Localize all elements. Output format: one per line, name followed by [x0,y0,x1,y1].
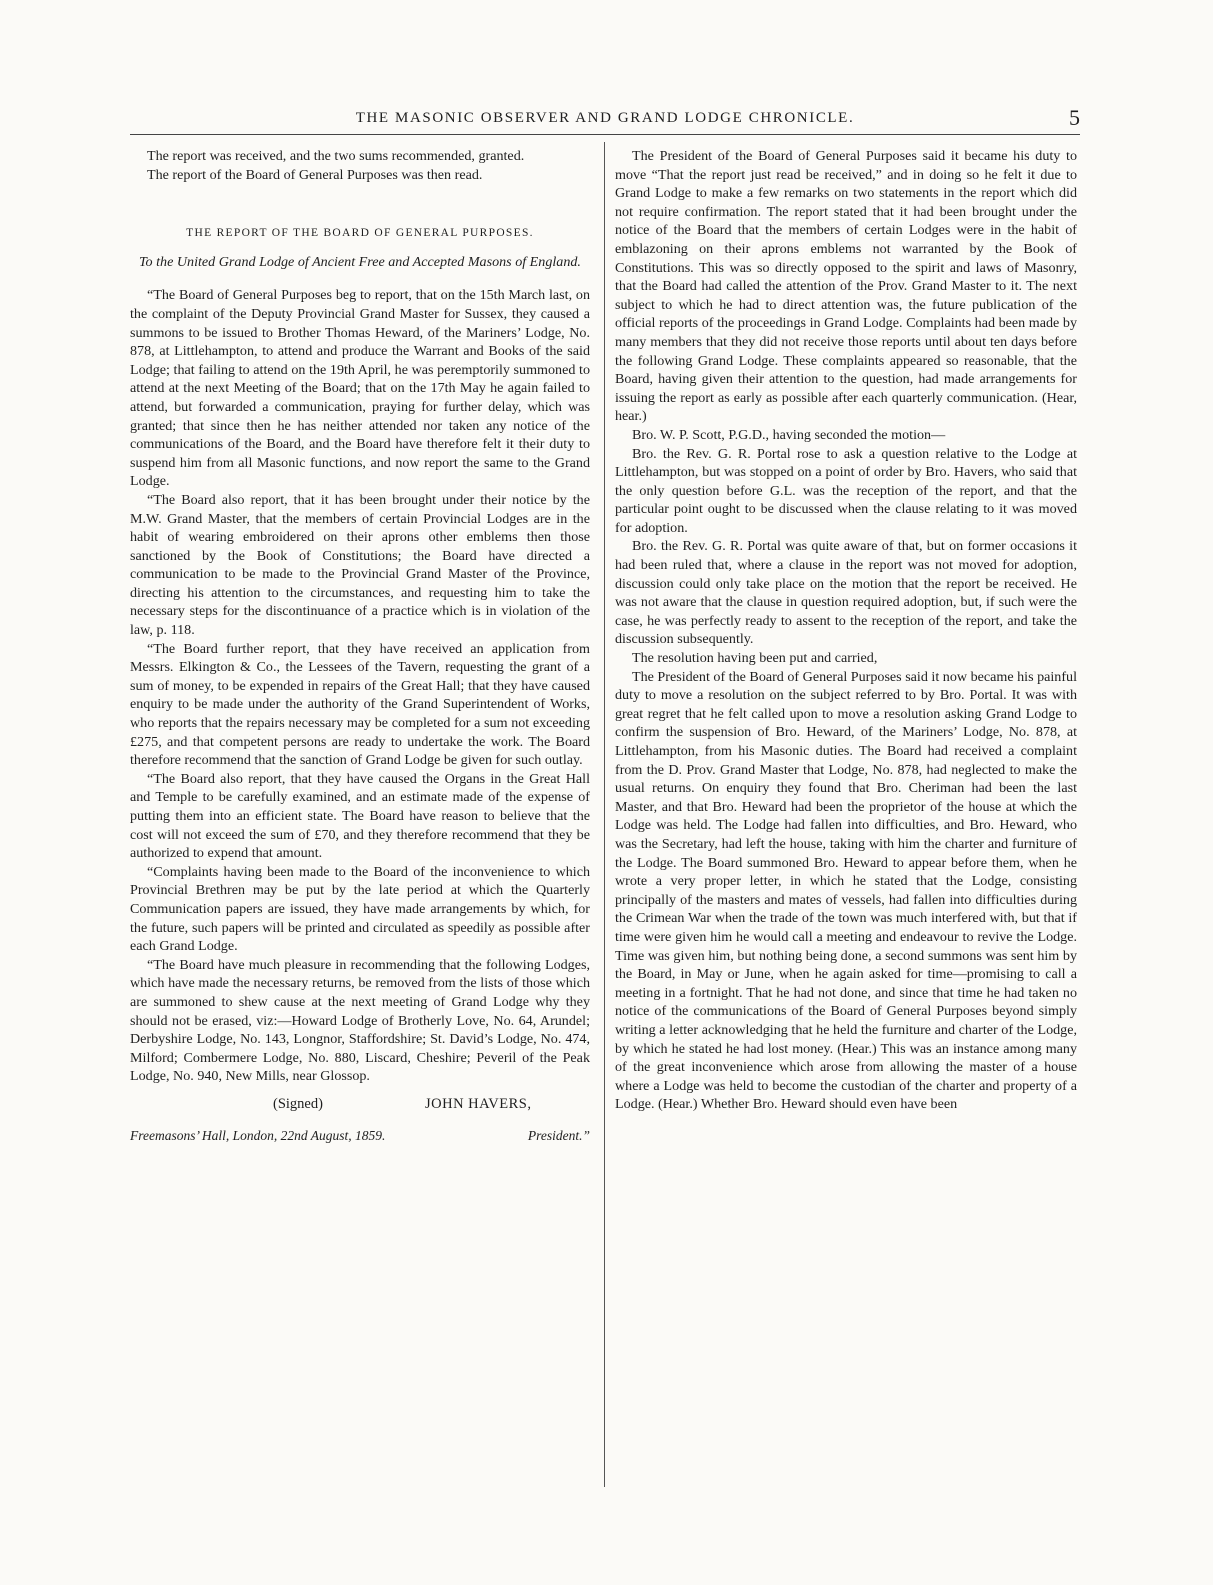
paragraph: “Complaints having been made to the Board of the inconvenience to which Provincial Brethren may be put by the late period at which the Quarterly Communication papers are issued, they have made arrangements by which, for the future, such papers will be printed and circulated as speedily as possible after each Grand Lodge. [130,863,590,955]
paragraph: Bro. the Rev. G. R. Portal rose to ask a question relative to the Lodge at Littlehampton, but was stopped on a point of order by Bro. Havers, who said that the only question before G.L. was the reception of the report, and that the particular point ought to be discussed when the clause relating to it was moved for adoption. [615,445,1077,536]
paragraph: “The Board of General Purposes beg to report, that on the 15th March last, on the complaint of the Deputy Provincial Grand Master for Sussex, they caused a summons to be issued to Brother Thomas Heward, of the Mariners’ Lodge, No. 878, at Littlehampton, to attend and produce the Warrant and Books of the said Lodge; that failing to attend on the 19th April, he was peremptorily summoned to attend at the next Meeting of the Board; that on the 17th May he again failed to attend, but forwarded a communication, praying for further delay, which was granted; that since then he has neither attended nor taken any notice of the communications of the Board, and the Board have therefore felt it their duty to suspend him from all Masonic functions, and now report the same to the Grand Lodge. [130,287,590,490]
paragraph: The report of the Board of General Purposes was then read. [147,166,483,183]
paragraph: The President of the Board of General Purposes said it became his duty to move “That the report just read be received,” and in doing so he felt it due to Grand Lodge to make a few remarks on two statements in the report which did not require confirmation. The report stated that it had been brought under the notice of the Board that the members of certain Lodges were in the habit of emblazoning on their aprons emblems not warranted by the Book of Constitutions. This was so directly opposed to the spirit and laws of Masonry, that the Board had called the attention of the Prov. Grand Master to it. The next subject to which he had to direct attention was, the future publication of the official reports of the proceedings in Grand Lodge. Complaints had been made by many members that they did not receive those reports until about ten days before the following Grand Lodge. These complaints appeared so reasonable, that the Board, having given their attention to the question, had made arrangements for issuing the report as early as possible after each quarterly communication. (Hear, hear.) [615,148,1077,425]
publication-title: THE MASONIC OBSERVER AND GRAND LODGE CHRONICLE. [355,110,855,126]
paragraph: “The Board also report, that they have caused the Organs in the Great Hall and Temple to be carefully examined, and an estimate made of the expense of putting them into an efficient state. The Board have reason to believe that the cost will not exceed the sum of £70, and they therefore recommend that they be authorized to expend that amount. [130,770,590,862]
signature-line [130,1095,590,1117]
paragraph: “The Board further report, that they have received an application from Messrs. Elkington & Co., the Lessees of the Tavern, requesting the grant of a sum of money, to be expended in repairs of the Great Hall; that they have caused enquiry to be made under the authority of the Grand Superintendent of Works, who reports that the repairs necessary may be completed for a sum not exceeding £275, and that competent persons are ready to undertake the work. The Board therefore recommend that the sanction of Grand Lodge be given for such outlay. [130,640,590,769]
page-number: 5 [1069,105,1080,130]
dateline [130,1127,590,1149]
right-column [615,147,1077,1114]
paragraph: Bro. W. P. Scott, P.G.D., having seconded the motion— [632,426,946,443]
paragraph: Bro. the Rev. G. R. Portal was quite aware of that, but on former occasions it had been ruled that, where a clause in the report was not moved for adoption, discussion could only take place on the motion that the report be received. He was not aware that the clause in question required adoption, but, if such were the case, he was perfectly ready to assent to the reception of the report, and take the discussion subsequently. [615,538,1077,648]
paragraph: The report was received, and the two sums recommended, granted. [147,148,525,164]
signed-label: (Signed) [273,1095,323,1112]
report-addressee: To the United Grand Lodge of Ancient Free and Accepted Masons of England. [139,253,581,270]
paragraph: The President of the Board of General Purposes said it now became his painful duty to move a resolution on the subject referred to by Bro. Portal. It was with great regret that he felt called upon to move a resolution asking Grand Lodge to confirm the suspension of Bro. Heward, of the Mariners’ Lodge, No. 878, at Littlehampton, from his Masonic duties. The Board had received a complaint from the D. Prov. Grand Master that Lodge, No. 878, had neglected to make the usual returns. On enquiry they found that Bro. Cheriman had been the last Master, and that Bro. Heward had been the proprietor of the house at which the Lodge was held. The Lodge had fallen into difficulties, and Bro. Heward, who was the Secretary, had left the house, taking with him the charter and furniture of the Lodge. The Board summoned Bro. Heward to appear before them, when he wrote a very proper letter, in which he stated that the Lodge, consisting principally of the masters and mates of vessels, had fallen into difficulties during the Crimean War when the trade of the town was much interfered with, but that if time were given him he would call a meeting and endeavour to revive the Lodge. Time was given him, but nothing being done, a second summons was sent him by the Board, in May or June, when he again asked for time—promising to call a meeting in a fortnight. That he had not done, and since that time he had taken no notice of the communications of the Board of General Purposes beyond simply writing a letter acknowledging that he held the furniture and charter of the Lodge, by which he stated he had lost money. (Hear.) This was an instance among many of the great inconvenience which arose from allowing the master of a house where a Lodge was held to become the custodian of the charter and property of a Lodge. (Hear.) Whether Bro. Heward should even have been [615,668,1078,1113]
signatory-name: JOHN HAVERS, [425,1095,532,1112]
left-column [130,147,590,1149]
paragraph: “The Board have much pleasure in recommending that the following Lodges, which have made the necessary returns, be removed from the lists of those which are summoned to shew cause at the next meeting of Grand Lodge why they should not be erased, viz:—Howard Lodge of Brotherly Love, No. 64, Arundel; Derbyshire Lodge, No. 143, Longnor, Staffordshire; St. David’s Lodge, No. 474, Milford; Combermere Lodge, No. 880, Liscard, Cheshire; Peveril of the Peak Lodge, No. 940, New Mills, near Glossop. [130,956,590,1085]
signatory-title: President.” [527,1127,590,1143]
header-rule [130,134,1080,135]
place-and-date: Freemasons’ Hall, London, 22nd August, 1859. [130,1127,386,1143]
section-heading: THE REPORT OF THE BOARD OF GENERAL PURPOSES. [186,227,534,240]
column-divider [604,142,605,1487]
paragraph: The resolution having been put and carried, [632,650,878,667]
running-header [130,105,1080,132]
paragraph: “The Board also report, that it has been brought under their notice by the M.W. Grand Master, that the members of certain Provincial Lodges are in the habit of wearing embroidered on their aprons other emblems then those sanctioned by the Book of Constitutions; the Board have directed a communication to be made to the Provincial Grand Master of the Province, directing his attention to the circumstances, and requesting him to take the necessary steps for the discontinuance of a practice which is in violation of the law, p. 118. [130,491,590,639]
